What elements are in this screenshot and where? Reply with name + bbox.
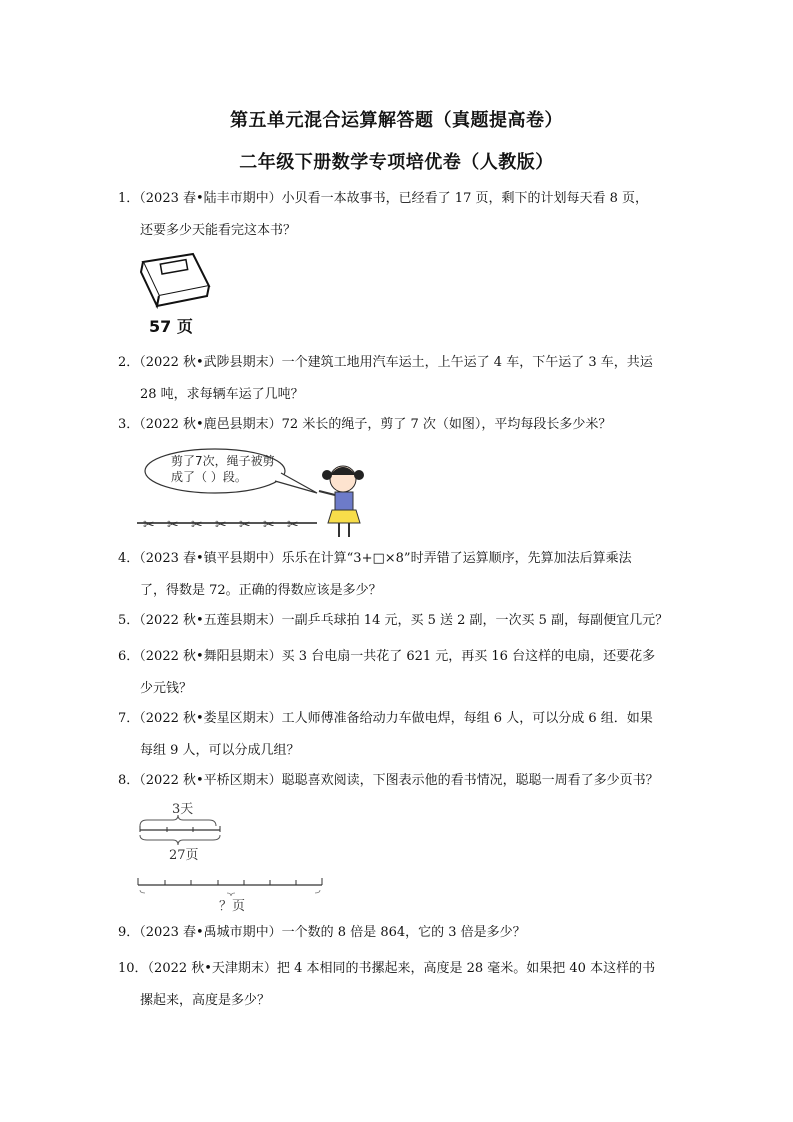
question-10 — [118, 953, 678, 1017]
question-text: （2022 秋•天津期末）把 4 本相同的书摞起来，高度是 28 毫米。如果把 40 本这样的书 — [147, 961, 656, 976]
question-text-cont: 28 吨，求每辆车运了几吨？ — [140, 387, 304, 402]
svg-text:✂: ✂ — [143, 517, 155, 533]
question-text: （2022 秋•五莲县期末）一副乒乓球拍 14 元，买 5 送 2 副，一次买 5 副，每副便宜几元？ — [139, 613, 669, 628]
rope-cutting-figure — [135, 445, 375, 545]
storybook-figure — [133, 250, 223, 340]
svg-text:✂: ✂ — [239, 517, 251, 533]
svg-text:✂: ✂ — [215, 517, 227, 533]
scissors-icons — [143, 517, 299, 533]
question-9 — [118, 917, 678, 949]
speech-text-line2: 成了（ ）段。 — [171, 470, 247, 484]
question-text: （2023 春•陆丰市期中）小贝看一本故事书，已经看了 17 页，剩下的计划每天看 8 页， — [139, 191, 649, 206]
book-caption: 57 页 — [149, 317, 193, 336]
question-text-cont: 了，得数是 72。正确的得数应该是多少？ — [140, 583, 382, 598]
svg-text:✂: ✂ — [287, 517, 299, 533]
question-text-cont: 每组 9 人，可以分成几组？ — [140, 743, 300, 758]
speech-text-line1: 剪了7次，绳子被剪 — [171, 454, 275, 468]
days-label: 3天 — [172, 802, 194, 817]
question-text: （2023 春•镇平县期中）乐乐在计算“3+□×8”时弄错了运算顺序，先算加法后算乘法 — [139, 551, 632, 566]
question-number: 10． — [118, 961, 148, 976]
question-number: 2． — [118, 355, 140, 370]
question-text-cont: 还要多少天能看完这本书？ — [140, 223, 297, 238]
question-text-cont: 摞起来，高度是多少？ — [140, 993, 271, 1008]
question-text: （2022 秋•武陟县期末）一个建筑工地用汽车运土，上午运了 4 车，下午运了 3 车，共运 — [139, 355, 653, 370]
question-7 — [118, 703, 678, 767]
question-number: 8． — [118, 773, 140, 788]
question-3 — [118, 409, 678, 441]
question-number: 6． — [118, 649, 140, 664]
question-number: 4． — [118, 551, 140, 566]
svg-text:✂: ✂ — [167, 517, 179, 533]
question-number: 5． — [118, 613, 140, 628]
book-icon — [133, 250, 213, 310]
question-number: 7． — [118, 711, 140, 726]
question-1 — [118, 183, 678, 247]
question-4 — [118, 543, 678, 607]
question-8 — [118, 765, 678, 797]
document-title: 第五单元混合运算解答题（真题提高卷） — [230, 110, 563, 131]
pages-label: 27页 — [169, 848, 199, 863]
reading-line-diagram — [135, 798, 335, 918]
question-text: （2022 秋•鹿邑县期末）72 米长的绳子，剪了 7 次（如图），平均每段长多少米？ — [139, 417, 612, 432]
question-text-cont: 少元钱？ — [140, 681, 193, 696]
question-6 — [118, 641, 678, 705]
question-text: （2022 秋•舞阳县期末）买 3 台电扇一共花了 621 元，再买 16 台这样的电扇，还要花多 — [139, 649, 656, 664]
unknown-pages-label: ？页 — [219, 899, 246, 914]
question-text: （2022 秋•娄星区期末）工人师傅准备给动力车做电焊，每组 6 人，可以分成 6 组．如果 — [139, 711, 653, 726]
girl-illustration — [319, 466, 364, 537]
document-subtitle: 二年级下册数学专项培优卷（人教版） — [239, 152, 554, 173]
question-text: （2022 秋•平桥区期末）聪聪喜欢阅读，下图表示他的看书情况，聪聪一周看了多少页书？ — [139, 773, 659, 788]
question-5 — [118, 605, 678, 637]
question-number: 9． — [118, 925, 140, 940]
question-2 — [118, 347, 678, 411]
question-number: 1． — [118, 191, 140, 206]
question-number: 3． — [118, 417, 140, 432]
question-text: （2023 春•禹城市期中）一个数的 8 倍是 864，它的 3 倍是多少？ — [139, 925, 526, 940]
svg-text:✂: ✂ — [191, 517, 203, 533]
svg-text:✂: ✂ — [263, 517, 275, 533]
